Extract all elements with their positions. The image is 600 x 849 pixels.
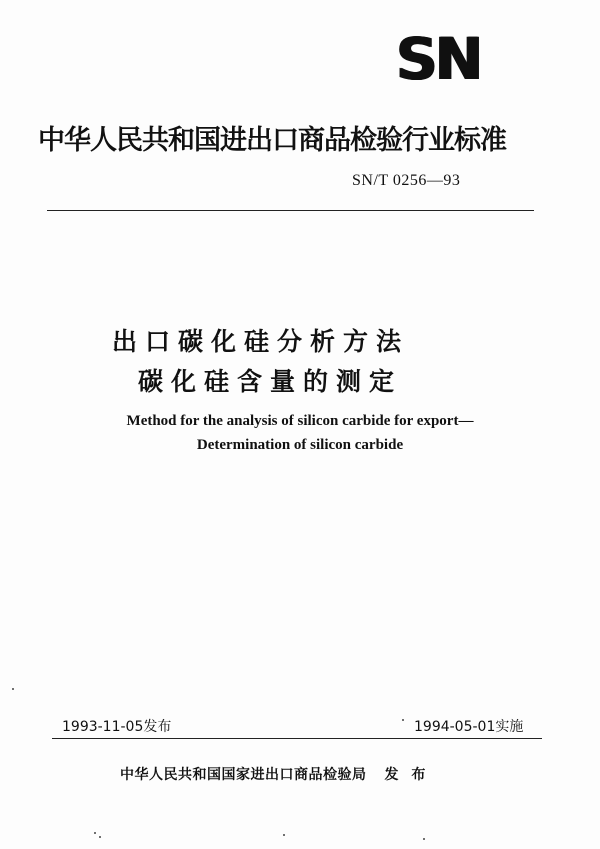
sn-logo: SN [396, 25, 481, 93]
publisher-name: 中华人民共和国国家进出口商品检验局 [120, 767, 367, 783]
chinese-title-line-2: 碳化硅含量的测定 [138, 367, 403, 396]
scan-speck [283, 834, 285, 836]
header-divider [47, 210, 534, 211]
scan-speck [99, 836, 101, 838]
english-title-line-1: Method for the analysis of silicon carbide for export— [126, 413, 474, 429]
scan-speck [12, 688, 14, 690]
issue-date: 1993-11-05发布 [62, 719, 172, 735]
implementation-date: 1994-05-01实施 [414, 719, 524, 735]
english-title-line-2: Determination of silicon carbide [196, 437, 404, 453]
issuing-organization-title: 中华人民共和国进出口商品检验行业标准 [38, 125, 506, 156]
chinese-title-line-1: 出口碳化硅分析方法 [112, 327, 410, 356]
scan-speck [423, 838, 425, 840]
publish-action: 发 布 [384, 767, 430, 783]
footer-divider [52, 738, 542, 739]
scan-speck [402, 719, 404, 721]
standard-code: SN/T 0256—93 [352, 172, 461, 189]
scan-speck [94, 832, 96, 834]
publisher-line [120, 764, 520, 784]
